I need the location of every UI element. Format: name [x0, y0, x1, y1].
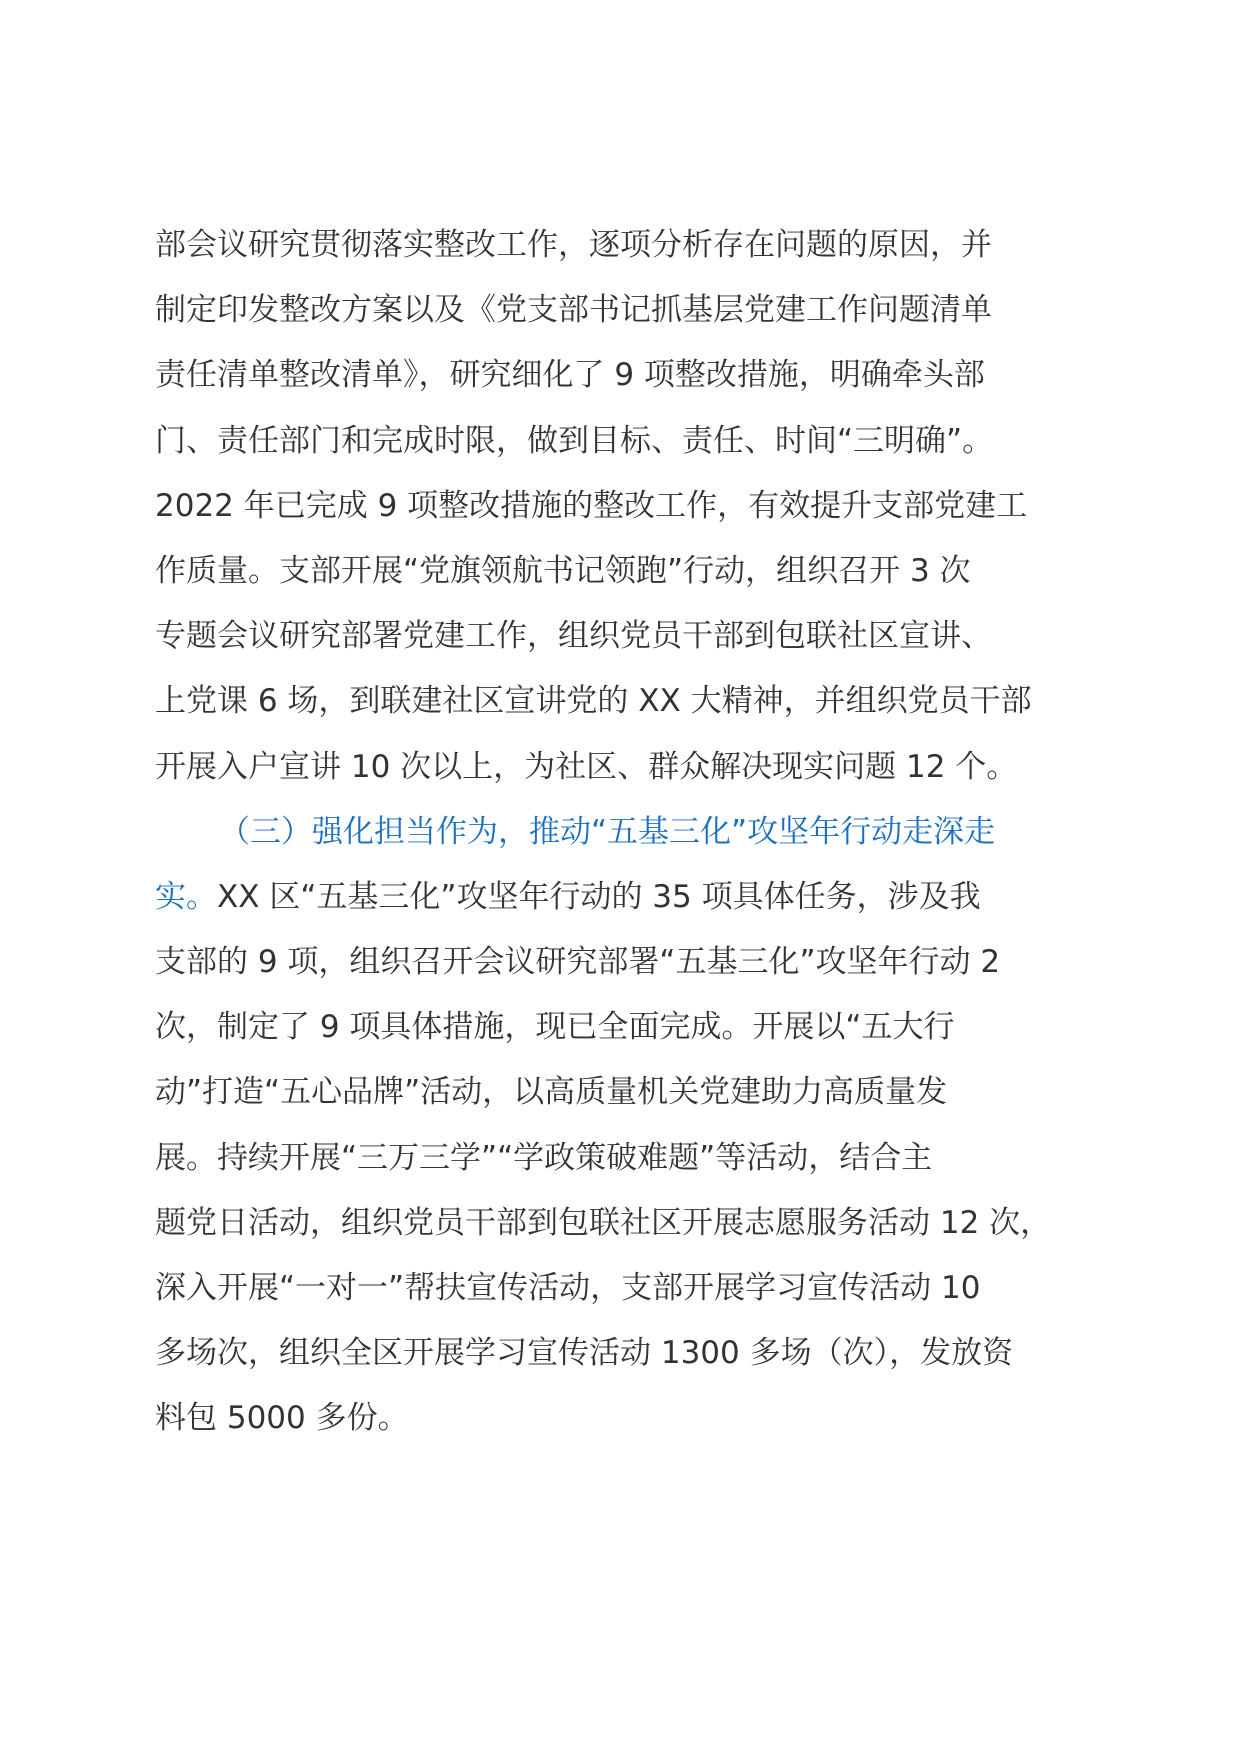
- text-line: 动”打造“五心品牌”活动，以高质量机关党建助力高质量发: [155, 1074, 948, 1111]
- text-line: 展。持续开展“三万三学”“学政策破难题”等活动，结合主: [155, 1139, 933, 1176]
- text-line: 部会议研究贯彻落实整改工作，逐项分析存在问题的原因，并: [155, 227, 992, 263]
- text-line: 次，制定了 9 项具体措施，现已全面完成。开展以“五大行: [155, 1009, 955, 1046]
- document-body: [155, 213, 1095, 1452]
- text-line: [155, 865, 1095, 930]
- text-line: 多场次，组织全区开展学习宣传活动 1300 多场（次），发放资: [155, 1335, 1014, 1372]
- paragraph-1: [155, 213, 1095, 800]
- paragraph-2: [155, 800, 1095, 1452]
- text-line: 责任清单整改清单》，研究细化了 9 项整改措施，明确牵头部: [155, 357, 985, 394]
- text-line-rest: XX 区“五基三化”攻坚年行动的 35 项具体任务，涉及我: [217, 878, 981, 915]
- text-line: 2022 年已完成 9 项整改措施的整改工作，有效提升支部党建工: [155, 487, 1028, 524]
- text-line: 支部的 9 项，组织召开会议研究部署“五基三化”攻坚年行动 2: [155, 944, 1001, 981]
- text-line: 题党日活动，组织党员干部到包联社区开展志愿服务活动 12 次，: [155, 1204, 1052, 1241]
- text-line: 作质量。支部开展“党旗领航书记领跑”行动，组织召开 3 次: [155, 552, 971, 589]
- text-line: 开展入户宣讲 10 次以上，为社区、群众解决现实问题 12 个。: [155, 748, 1018, 785]
- text-line: 料包 5000 多份。: [155, 1400, 409, 1437]
- text-line: 上党课 6 场，到联建社区宣讲党的 XX 大精神，并组织党员干部: [155, 683, 1032, 720]
- section-heading: （三）强化担当作为，推动“五基三化”攻坚年行动走深走: [219, 813, 996, 850]
- text-line: 专题会议研究部署党建工作，组织党员干部到包联社区宣讲、: [155, 618, 992, 655]
- text-line: 深入开展“一对一”帮扶宣传活动，支部开展学习宣传活动 10: [155, 1270, 981, 1306]
- section-heading-end: 实。: [155, 878, 217, 915]
- text-line: 门、责任部门和完成时限，做到目标、责任、时间“三明确”。: [155, 422, 994, 459]
- text-line: 制定印发整改方案以及《党支部书记抓基层党建工作问题清单: [155, 292, 992, 329]
